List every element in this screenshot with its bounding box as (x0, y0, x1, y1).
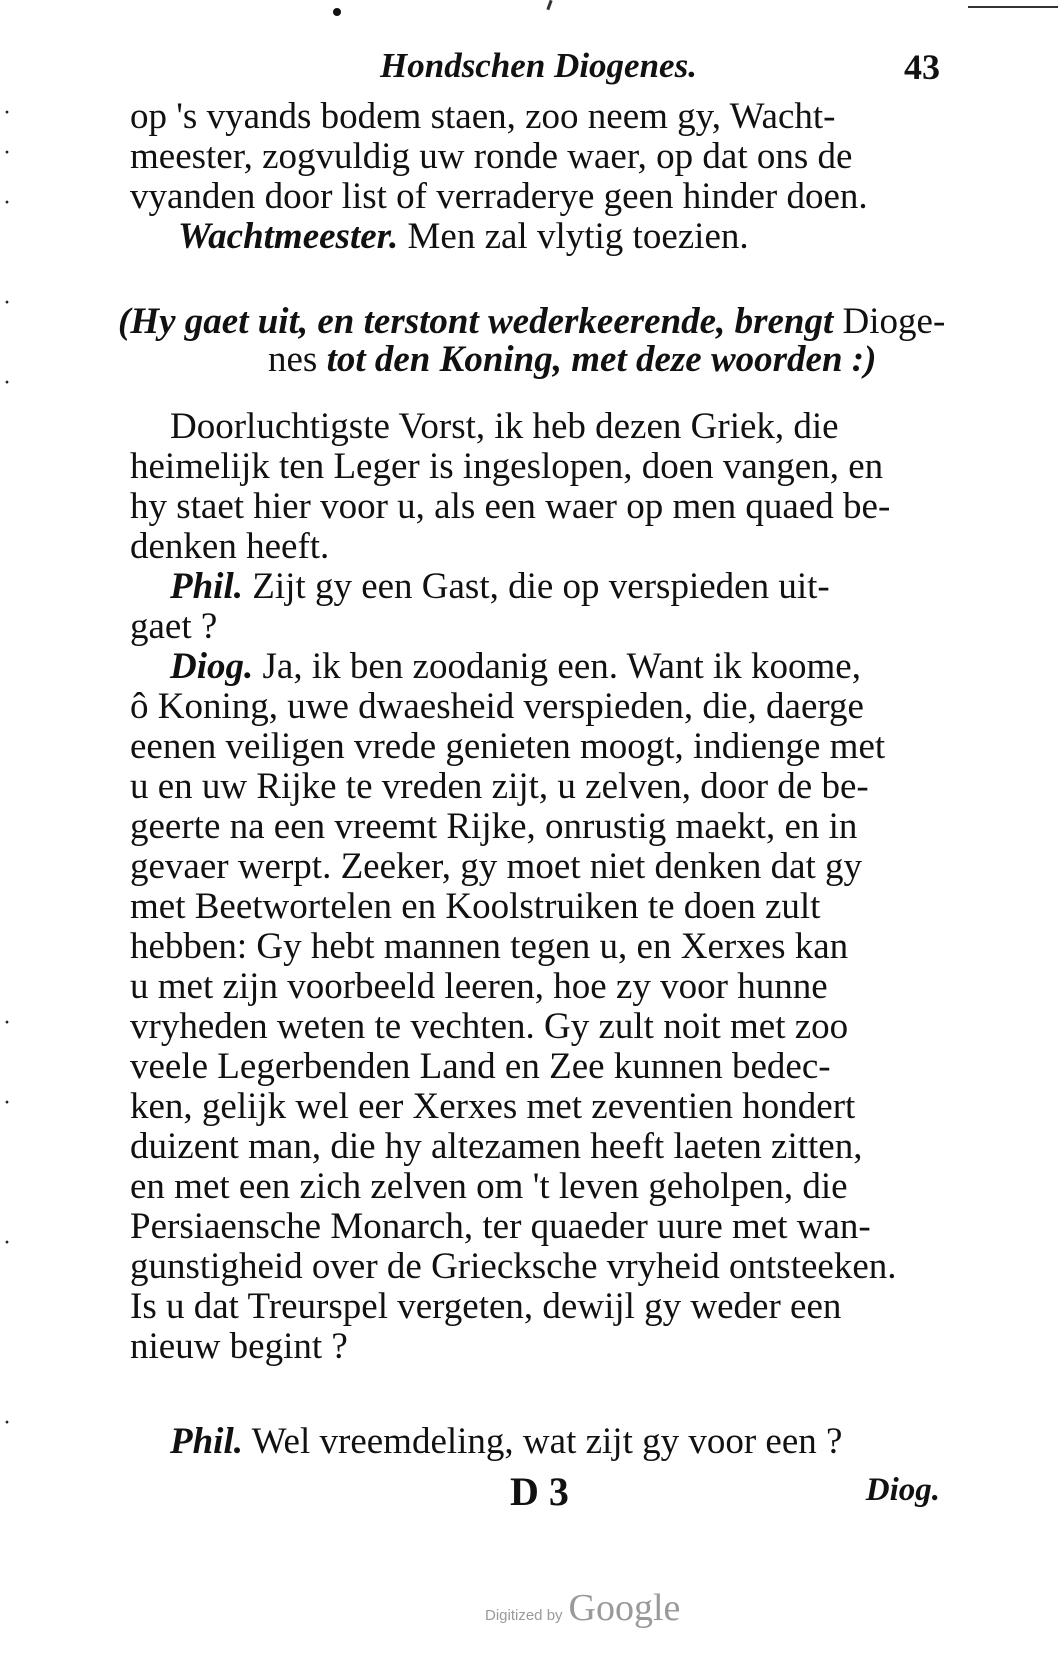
text-line (170, 1422, 842, 1462)
page-number: 43 (904, 47, 940, 87)
text-line: veele Legerbenden Land en Zee kunnen bedec- (130, 1046, 831, 1087)
text-line: gunstigheid over de Griecksche vryheid ontsteeken. (130, 1246, 897, 1287)
text-line: gevaer werpt. Zeeker, gy moet niet denken dat gy (130, 846, 863, 887)
text-line (170, 567, 830, 607)
text-line: eenen veiligen vrede genieten moogt, indienge met (130, 726, 886, 767)
speech-text: Ja, ik ben zoodanig een. Want ik koome, (253, 646, 861, 687)
running-head: Hondschen Diogenes. (380, 46, 697, 85)
text-line: op 's vyands bodem staen, zoo neem gy, Wacht- (130, 96, 836, 137)
speech-text: Wel vreemdeling, wat zijt gy voor een ? (243, 1421, 843, 1462)
text-line: Doorluchtigste Vorst, ik heb dezen Griek, die (170, 406, 839, 447)
text-line: denken heeft. (130, 526, 330, 567)
speech-text: Zijt gy een Gast, die op verspieden uit- (243, 566, 830, 607)
catchword: Diog. (865, 1472, 940, 1508)
text-line: duizent man, die hy altezamen heeft laeten zitten, (130, 1126, 863, 1167)
text-line: gaet ? (130, 606, 218, 647)
margin-mark: · (3, 190, 11, 216)
watermark-logo: Google (568, 1587, 681, 1629)
stage-direction-name: Dioge- (842, 301, 946, 342)
stage-direction (268, 340, 876, 380)
text-line: vyanden door list of verraderye geen hinder doen. (130, 176, 868, 217)
watermark-prefix: Digitized by (485, 1607, 563, 1624)
text-line: met Beetwortelen en Koolstruiken te doen zult (130, 886, 821, 927)
stage-direction (118, 302, 945, 342)
left-margin-bleed (0, 80, 18, 1530)
body-text (118, 0, 946, 1500)
margin-mark: · (3, 370, 11, 396)
text-line: en met een zich zelven om 't leven geholpen, die (130, 1166, 848, 1207)
text-line: u met zijn voorbeeld leeren, hoe zy voor hunne (130, 966, 828, 1007)
text-line: vryheden weten te vechten. Gy zult noit met zoo (130, 1006, 849, 1047)
speaker-name: Phil. (170, 1421, 243, 1462)
text-line: heimelijk ten Leger is ingeslopen, doen vangen, en (130, 446, 884, 487)
page-footer (120, 1468, 940, 1518)
text-line (178, 217, 749, 257)
text-line: hy staet hier voor u, als een waer op men quaed be- (130, 486, 891, 527)
text-line: meester, zogvuldig uw ronde waer, op dat ons de (130, 136, 853, 177)
text-line: Is u dat Treurspel vergeten, dewijl gy weder een (130, 1286, 842, 1327)
margin-mark: · (3, 290, 11, 316)
margin-mark: · (3, 1010, 11, 1036)
page-edge-line (968, 0, 1058, 8)
stage-direction-text: tot den Koning, met deze woorden :) (326, 339, 877, 380)
speaker-name: Wachtmeester. (178, 216, 399, 257)
margin-mark: · (3, 140, 11, 166)
text-line: geerte na een vreemt Rijke, onrustig maekt, en in (130, 806, 858, 847)
text-line: nieuw begint ? (130, 1326, 348, 1367)
margin-mark: · (3, 1230, 11, 1256)
text-line: ken, gelijk wel eer Xerxes met zeventien hondert (130, 1086, 856, 1127)
signature-mark: D 3 (510, 1469, 569, 1514)
speaker-name: Diog. (170, 646, 254, 687)
stage-direction-name: nes (268, 339, 327, 380)
text-line (170, 647, 861, 687)
text-line: ô Koning, uwe dwaesheid verspieden, die, daerge (130, 686, 864, 727)
digitization-watermark (485, 1586, 680, 1630)
text-line: Persiaensche Monarch, ter quaeder uure met wan- (130, 1206, 871, 1247)
speech-text: Men zal vlytig toezien. (398, 216, 749, 257)
text-line: hebben: Gy hebt mannen tegen u, en Xerxes kan (130, 926, 849, 967)
margin-mark: · (3, 100, 11, 126)
margin-mark: · (3, 1090, 11, 1116)
text-line: u en uw Rijke te vreden zijt, u zelven, door de be- (130, 766, 869, 807)
stage-direction-text: (Hy gaet uit, en terstont wederkeerende, brengt (118, 301, 843, 342)
speaker-name: Phil. (170, 566, 243, 607)
margin-mark: · (3, 1410, 11, 1436)
